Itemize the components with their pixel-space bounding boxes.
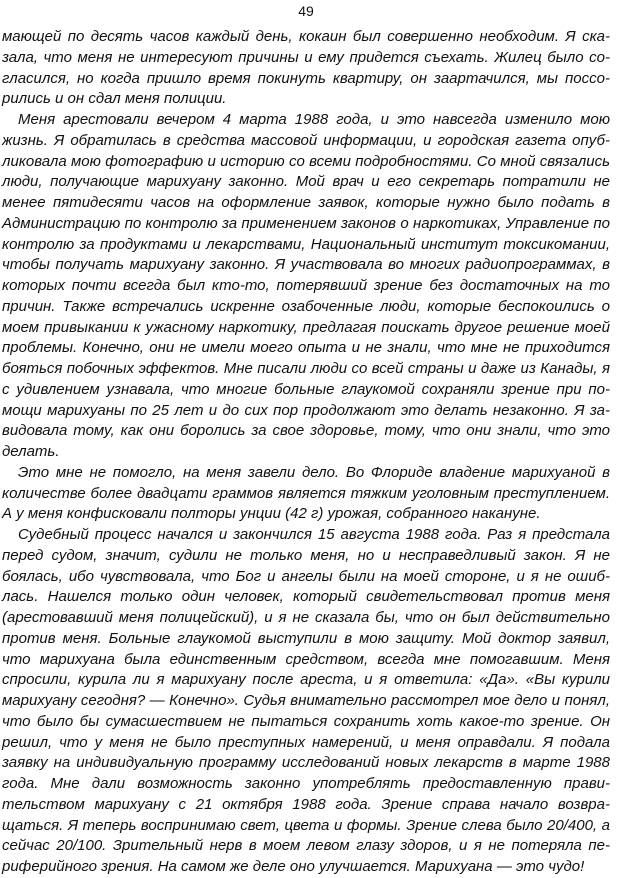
paragraph-case: Это мне не помогло, на меня завели дело. Во Флориде владение марихуаной в количестве более двадцати граммов является тяжким уголовным преступлением. А у меня конфисковали полторы унции (42 г) урожая, собранного накануне. (2, 463, 610, 523)
paragraph-trial: Судебный процесс начался и закончился 15 августа 1988 года. Раз я предстала перед судом, значит, судили не только меня, но и несправедливый закон. Я не боялась, ибо чувствовала, что Бог и ангелы были на моей стороне, и я не ошиблась. Нашелся только один человек, который свидетельствовал против меня (арестовавший меня полицейский), и я не сказала бы, что он был действительно против меня. Больные глаукомой выступили в мою защиту. Мой доктор заявил, что марихуана была единственным средством, всегда мне помогавшим. Меня спросили, курила ли я марихуану после ареста, и я ответила: «Да». «Вы курили марихуану сегодня? — Конечно». Судья внимательно рассмотрел мое дело и понял, что было бы сумасшествием не пытаться сохранить хоть какое-то зрение. Он решил, что у меня не было преступных намерений, и меня оправдали. Я подала заявку на индивидуальную программу исследований новых лекарств в марте 1988 года. Мне дали возможность законно употреблять предоставленную правительством марихуану с 21 октября 1988 года. Зрение справа начало возвращаться. Я теперь воспринимаю свет, цвета и формы. Зрение слева было 20/400, а сейчас 20/100. Зрительный нерв в моем левом глазу здоров, и я не потеряла периферийного зрения. На самом же деле оно улучшается. Марихуана — это чудо! (2, 526, 610, 875)
page-number: 49 (298, 3, 314, 19)
body-text (2, 27, 610, 878)
paragraph-arrest: Меня арестовали вечером 4 марта 1988 года, и это навсегда изменило мою жизнь. Я обратилась в средства массовой информации, и городская газета опубликовала мою фотографию и историю со всеми подробностями. Со мной связались люди, получающие марихуану законно. Мой врач и его секретарь потратили не менее пятидесяти часов на оформление заявок, которые нужно было подать в Администрацию по контролю за применением законов о наркотиках, Управление по контролю за продуктами и лекарствами, Национальный институт токсикомании, чтобы получать марихуану законно. Я участвовала во многих радиопрограммах, в которых почти всегда был кто-то, потерявший зрение без достаточных на то причин. Также встречались искренне озабоченные люди, которые беспокоились о моем привыкании к ужасному наркотику, предлагая поискать другое решение моей проблемы. Конечно, они не имели моего опыта и не знали, что мне не приходится бояться побочных эффектов. Мне писали люди со всей страны и даже из Канады, я с удивлением узнавала, что многие больные глаукомой сохраняли зрение при помощи марихуаны по 25 лет и до сих пор продолжают это делать незаконно. Я завидовала тому, как они боролись за свое здоровье, тому, что они знали, что это делать. (2, 111, 610, 460)
paragraph-continuation: мающей по десять часов каждый день, кокаин был совершенно необходим. Я сказала, что меня не интересуют причины и ему придется съехать. Жилец было согласился, но когда пришло время покинуть квартиру, он заартачился, мы поссорились и он сдал меня полиции. (2, 28, 610, 108)
